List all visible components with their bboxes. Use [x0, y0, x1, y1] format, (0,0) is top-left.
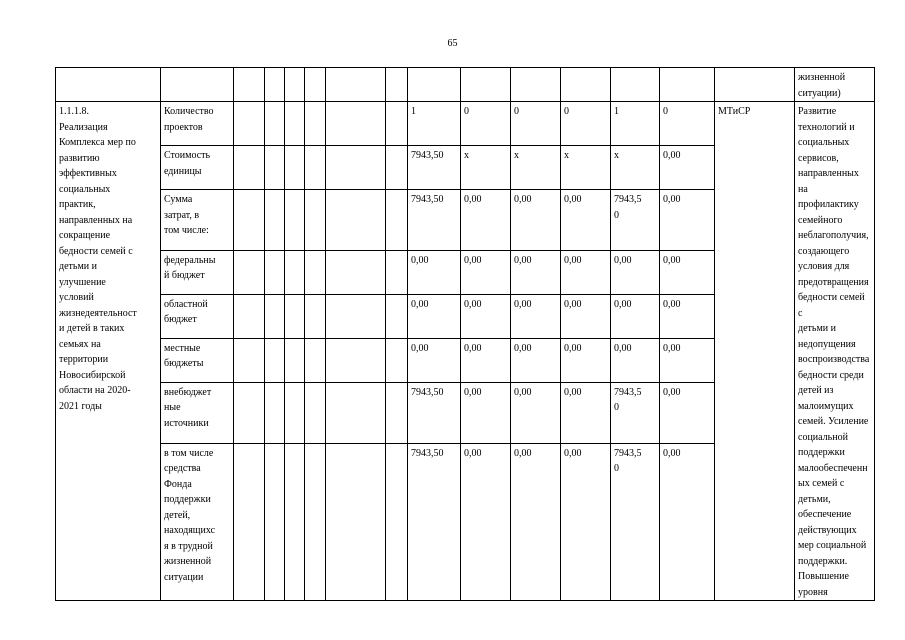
- value-cell: x: [511, 146, 561, 190]
- value-cell: 1: [408, 102, 461, 146]
- value-cell: 0,00: [561, 338, 611, 382]
- empty-cell: [386, 382, 408, 443]
- empty-cell: [326, 338, 386, 382]
- value-cell: 0,00: [511, 294, 561, 338]
- empty-cell: [386, 102, 408, 146]
- value-cell: 7943,5 0: [611, 382, 660, 443]
- empty-cell: [265, 102, 285, 146]
- value-cell: 0,00: [561, 443, 611, 600]
- empty-cell: [265, 250, 285, 294]
- empty-cell: [285, 443, 305, 600]
- continuation-text: жизненной ситуации): [795, 68, 875, 102]
- empty-cell: [265, 146, 285, 190]
- empty-cell: [234, 443, 265, 600]
- empty-cell: [285, 294, 305, 338]
- empty-cell: [326, 250, 386, 294]
- row-label: Сумма затрат, в том числе:: [161, 190, 234, 251]
- empty-cell: [234, 102, 265, 146]
- value-cell: 0: [461, 102, 511, 146]
- row-label: Стоимость единицы: [161, 146, 234, 190]
- program-table: [55, 67, 875, 601]
- value-cell: 7943,50: [408, 190, 461, 251]
- empty-cell: [234, 190, 265, 251]
- page-number: 65: [447, 38, 458, 49]
- value-cell: 0,00: [511, 190, 561, 251]
- row-label: Количество проектов: [161, 102, 234, 146]
- empty-cell: [305, 102, 326, 146]
- value-cell: 7943,50: [408, 443, 461, 600]
- value-cell: 0,00: [561, 294, 611, 338]
- empty-cell: [265, 294, 285, 338]
- value-cell: 0,00: [408, 294, 461, 338]
- value-cell: 0,00: [511, 338, 561, 382]
- empty-cell: [234, 294, 265, 338]
- empty-cell: [305, 443, 326, 600]
- empty-cell: [285, 338, 305, 382]
- empty-cell: [305, 146, 326, 190]
- value-cell: 0,00: [461, 443, 511, 600]
- value-cell: 7943,50: [408, 382, 461, 443]
- value-cell: 0,00: [561, 250, 611, 294]
- empty-cell: [285, 382, 305, 443]
- value-cell: 0,00: [660, 338, 715, 382]
- value-cell: 0,00: [611, 294, 660, 338]
- empty-cell: [305, 250, 326, 294]
- empty-cell: [265, 190, 285, 251]
- value-cell: 0,00: [660, 146, 715, 190]
- empty-cell: [386, 294, 408, 338]
- value-cell: x: [611, 146, 660, 190]
- result-cell: Развитие технологий и социальных сервисов, направленных на профилактику семейного неблагополучия, создающего условия для предотвращения бедности семей с детьми и недопущения воспроизводства бедности среди детей из малоимущих семей. Усиление социальной поддержки малообеспеченн ых семей с детьми, обеспечение действующих мер социальной поддержки. Повышение уровня: [795, 102, 875, 601]
- value-cell: 0,00: [660, 250, 715, 294]
- value-cell: 0,00: [461, 250, 511, 294]
- value-cell: 1: [611, 102, 660, 146]
- row-label: внебюджет ные источники: [161, 382, 234, 443]
- value-cell: 0,00: [660, 382, 715, 443]
- table-row: [56, 102, 875, 146]
- value-cell: 0,00: [561, 190, 611, 251]
- empty-cell: [326, 102, 386, 146]
- row-label: в том числе средства Фонда поддержки детей, находящихс я в трудной жизненной ситуации: [161, 443, 234, 600]
- empty-cell: [386, 146, 408, 190]
- value-cell: 7943,50: [408, 146, 461, 190]
- empty-cell: [386, 443, 408, 600]
- value-cell: 0,00: [408, 338, 461, 382]
- executor-cell: МТиСР: [715, 102, 795, 601]
- value-cell: 0,00: [461, 190, 511, 251]
- empty-cell: [305, 294, 326, 338]
- empty-cell: [326, 190, 386, 251]
- continuation-row: [56, 68, 875, 102]
- empty-cell: [265, 443, 285, 600]
- empty-cell: [386, 190, 408, 251]
- value-cell: 0,00: [461, 382, 511, 443]
- value-cell: x: [561, 146, 611, 190]
- value-cell: 0,00: [561, 382, 611, 443]
- empty-cell: [285, 102, 305, 146]
- empty-cell: [265, 338, 285, 382]
- empty-cell: [234, 146, 265, 190]
- value-cell: 0,00: [660, 443, 715, 600]
- empty-cell: [386, 338, 408, 382]
- empty-cell: [305, 382, 326, 443]
- value-cell: 0,00: [611, 250, 660, 294]
- value-cell: 0,00: [511, 250, 561, 294]
- empty-cell: [234, 250, 265, 294]
- value-cell: 7943,5 0: [611, 443, 660, 600]
- row-label: местные бюджеты: [161, 338, 234, 382]
- value-cell: 0,00: [461, 338, 511, 382]
- empty-cell: [285, 250, 305, 294]
- empty-cell: [386, 250, 408, 294]
- empty-cell: [234, 382, 265, 443]
- measure-code-cell: 1.1.1.8. Реализация Комплекса мер по развитию эффективных социальных практик, направленных на сокращение бедности семей с детьми и улучшение условий жизнедеятельност и детей в таких семьях на территории Новосибирской области на 2020- 2021 годы: [56, 102, 161, 601]
- empty-cell: [326, 443, 386, 600]
- row-label: федеральны й бюджет: [161, 250, 234, 294]
- row-label: областной бюджет: [161, 294, 234, 338]
- value-cell: 7943,5 0: [611, 190, 660, 251]
- value-cell: 0,00: [461, 294, 511, 338]
- empty-cell: [265, 382, 285, 443]
- empty-cell: [305, 338, 326, 382]
- value-cell: 0,00: [660, 190, 715, 251]
- empty-cell: [305, 190, 326, 251]
- empty-cell: [326, 382, 386, 443]
- value-cell: 0: [511, 102, 561, 146]
- empty-cell: [234, 338, 265, 382]
- empty-cell: [326, 294, 386, 338]
- empty-cell: [285, 190, 305, 251]
- value-cell: 0,00: [511, 382, 561, 443]
- empty-cell: [326, 146, 386, 190]
- value-cell: 0: [660, 102, 715, 146]
- value-cell: 0,00: [408, 250, 461, 294]
- value-cell: 0,00: [511, 443, 561, 600]
- value-cell: 0,00: [660, 294, 715, 338]
- empty-cell: [285, 146, 305, 190]
- value-cell: 0: [561, 102, 611, 146]
- value-cell: 0,00: [611, 338, 660, 382]
- value-cell: x: [461, 146, 511, 190]
